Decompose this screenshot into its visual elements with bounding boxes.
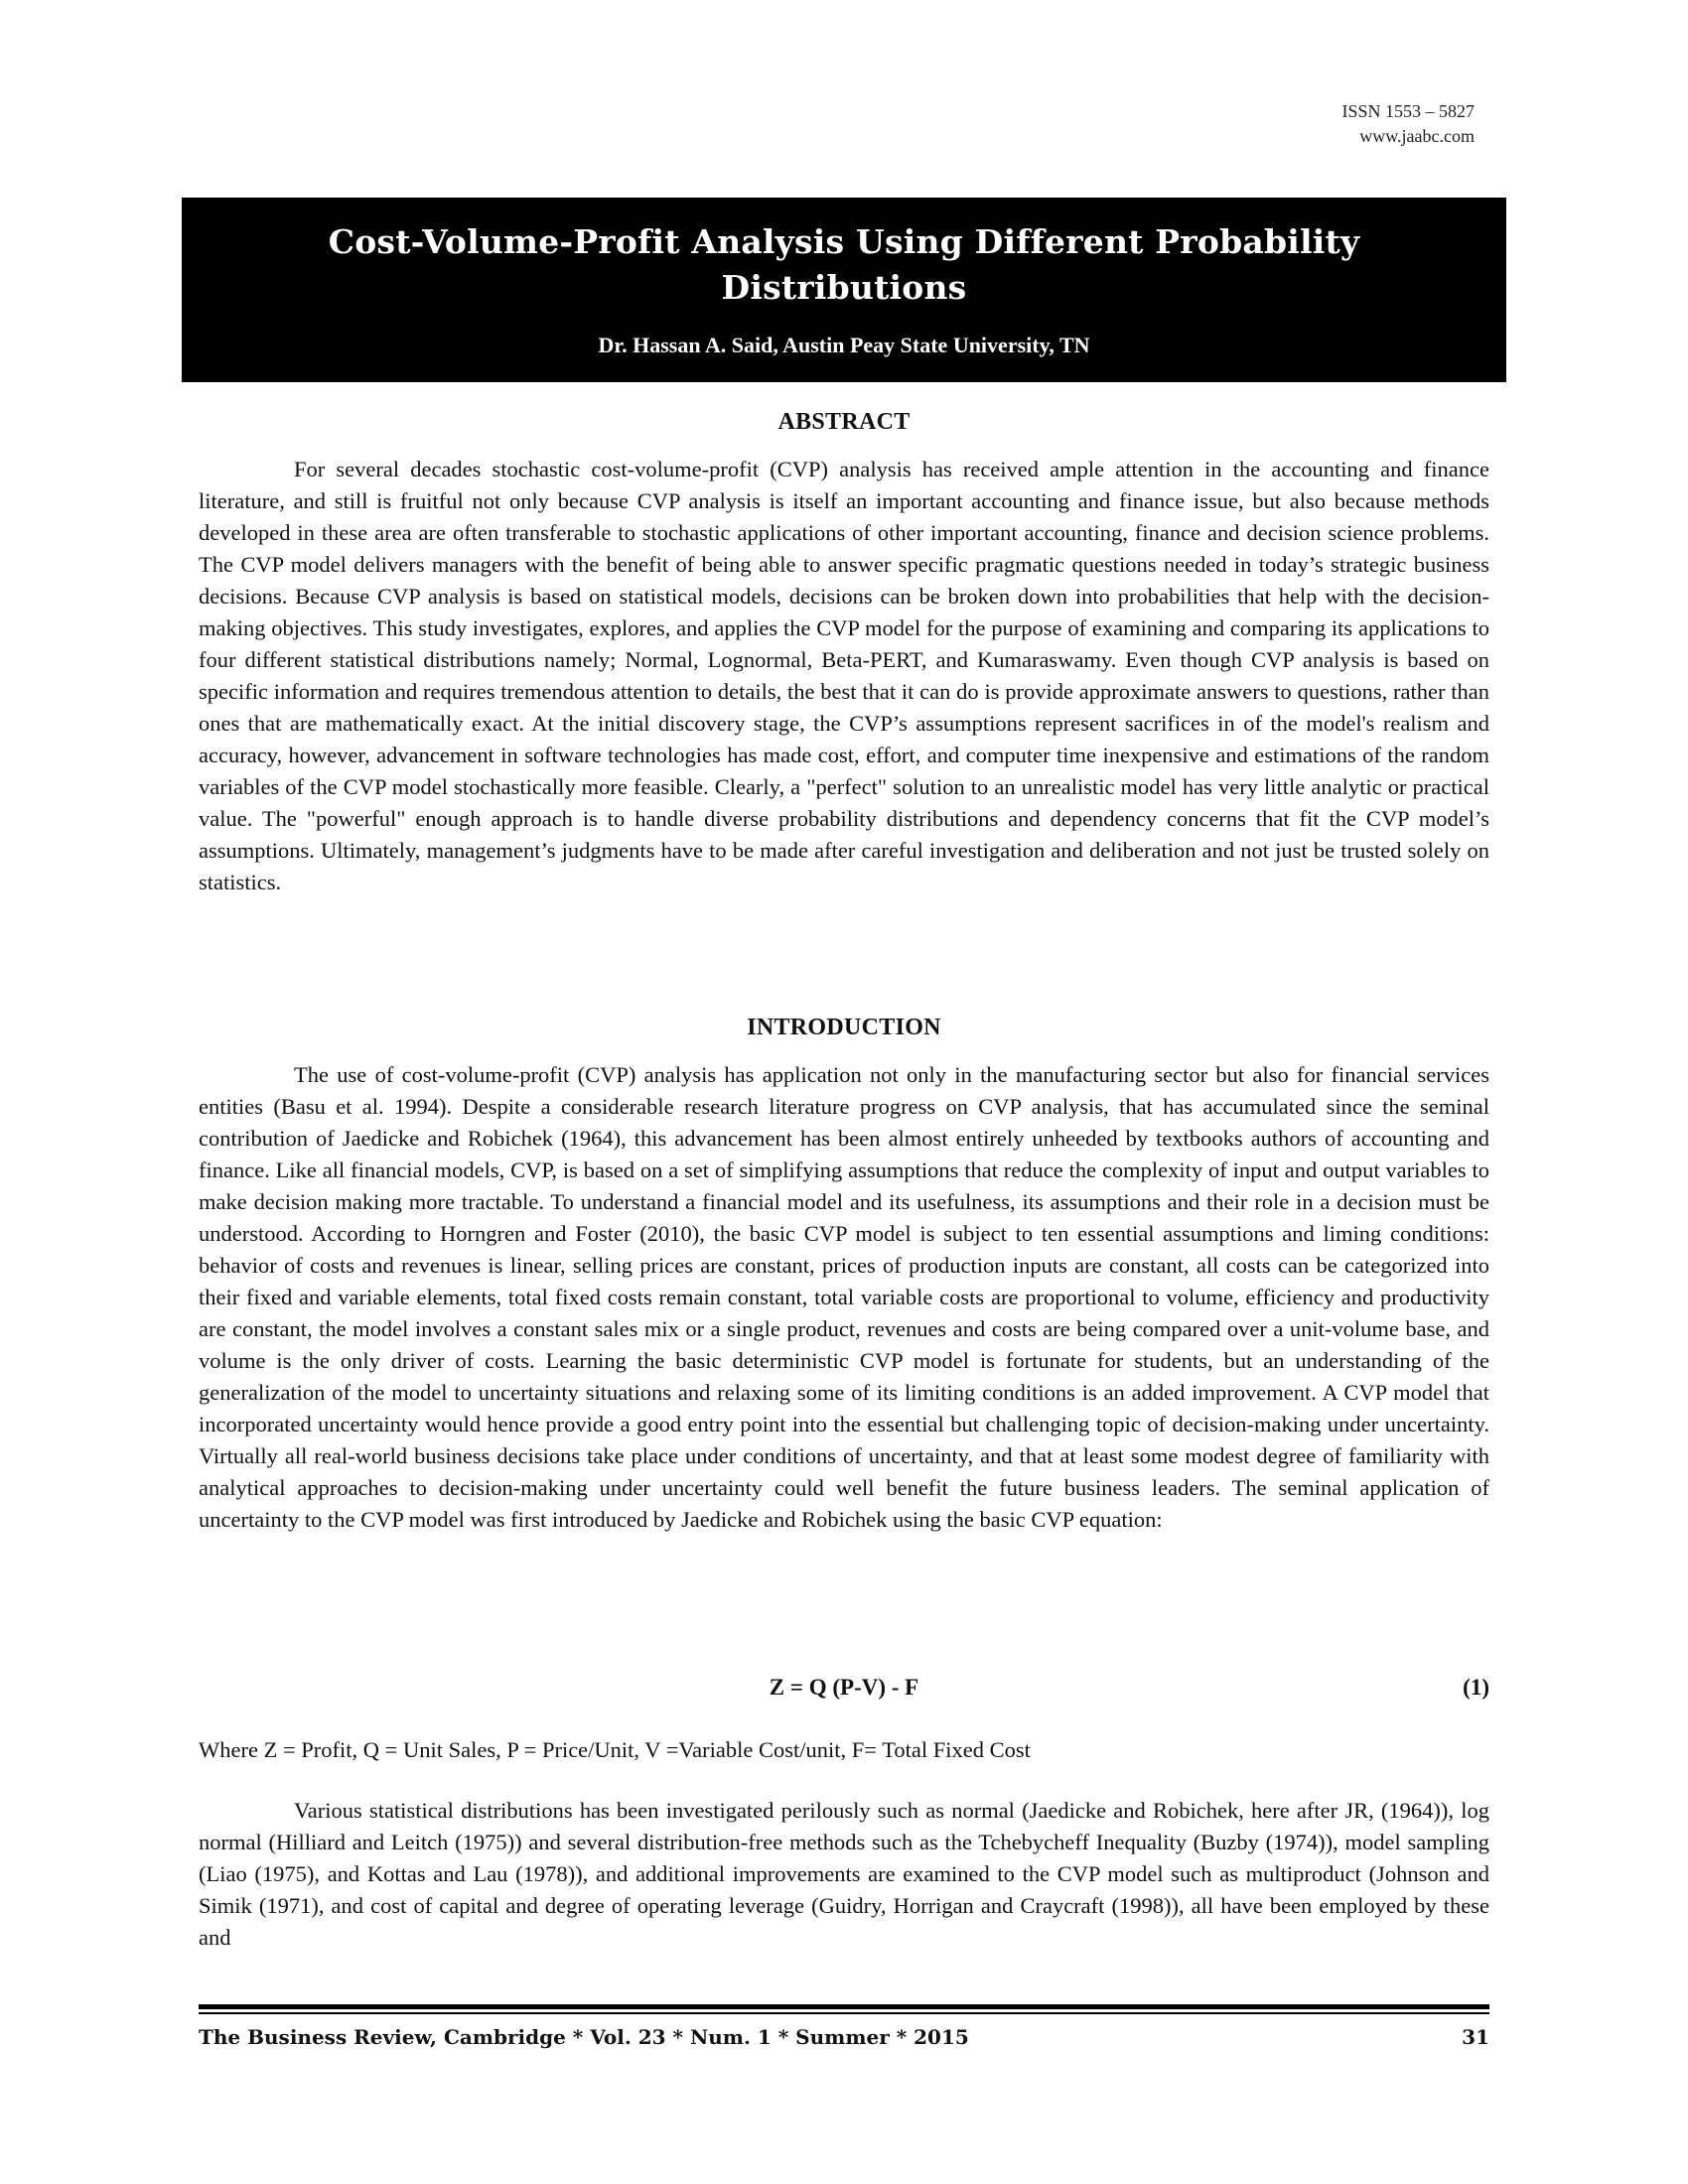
equation-definitions: Where Z = Profit, Q = Unit Sales, P = Price/Unit, V =Variable Cost/unit, F= Total Fixed Cost	[199, 1737, 1031, 1762]
author-line: Dr. Hassan A. Said, Austin Peay State University, TN	[598, 333, 1090, 357]
page-footer	[199, 2025, 1489, 2049]
introduction-heading: INTRODUCTION	[747, 1015, 941, 1040]
equation-row	[199, 1675, 1489, 1708]
journal-url: www.jaabc.com	[1359, 126, 1475, 146]
footer-journal: The Business Review, Cambridge * Vol. 23 * Num. 1 * Summer * 2015	[199, 2025, 969, 2049]
equation-number: (1)	[1463, 1675, 1489, 1700]
abstract-heading: ABSTRACT	[777, 409, 911, 435]
journal-header	[1341, 99, 1475, 149]
abstract-text: For several decades stochastic cost-volume-profit (CVP) analysis has received ample attention in the accounting and finance literature, and still is fruitful not only because CVP analysis is itself an important accounting and finance issue, but also because methods developed in these area are often transferable to stochastic applications of other important accounting, finance and decision science problems. The CVP model delivers managers with the benefit of being able to answer specific pragmatic questions needed in today’s strategic business decisions. Because CVP analysis is based on statistical models, decisions can be broken down into probabilities that help with the decision-making objectives. This study investigates, explores, and applies the CVP model for the purpose of examining and comparing its applications to four different statistical distributions namely; Normal, Lognormal, Beta-PERT, and Kumaraswamy. Even though CVP analysis is based on specific information and requires tremendous attention to details, the best that it can do is provide approximate answers to questions, rather than ones that are mathematically exact. At the initial discovery stage, the CVP’s assumptions represent sacrifices in of the model's realism and accuracy, however, advancement in software technologies has made cost, effort, and computer time inexpensive and estimations of the random variables of the CVP model stochastically more feasible. Clearly, a "perfect" solution to an unrealistic model has very little analytic or practical value. The "powerful" enough approach is to handle diverse probability distributions and dependency concerns that fit the CVP model’s assumptions. Ultimately, management’s judgments have to be made after careful investigation and deliberation and not just be trusted solely on statistics.	[199, 457, 1489, 894]
footer-rule-thin	[199, 2012, 1489, 2014]
introduction-paragraph-1: The use of cost-volume-profit (CVP) analysis has application not only in the manufacturing sector but also for financial services entities (Basu et al. 1994). Despite a considerable research literature progress on CVP analysis, that has accumulated since the seminal contribution of Jaedicke and Robichek (1964), this advancement has been almost entirely unheeded by textbooks authors of accounting and finance. Like all financial models, CVP, is based on a set of simplifying assumptions that reduce the complexity of input and output variables to make decision making more tractable. To understand a financial model and its usefulness, its assumptions and their role in a decision must be understood. According to Horngren and Foster (2010), the basic CVP model is subject to ten essential assumptions and liming conditions: behavior of costs and revenues is linear, selling prices are constant, prices of production inputs are constant, all costs can be categorized into their fixed and variable elements, total fixed costs remain constant, total variable costs are proportional to volume, efficiency and productivity are constant, the model involves a constant sales mix or a single product, revenues and costs are being compared over a unit-volume base, and volume is the only driver of costs. Learning the basic deterministic CVP model is fortunate for students, but an understanding of the generalization of the model to uncertainty situations and relaxing some of its limiting conditions is an added improvement. A CVP model that incorporated uncertainty would hence provide a good entry point into the essential but challenging topic of decision-making under uncertainty. Virtually all real-world business decisions take place under conditions of uncertainty, and that at least some modest degree of familiarity with analytical approaches to decision-making under uncertainty could well benefit the future business leaders. The seminal application of uncertainty to the CVP model was first introduced by Jaedicke and Robichek using the basic CVP equation:	[199, 1062, 1489, 1532]
title-banner	[182, 198, 1506, 382]
cvp-equation: Z = Q (P-V) - F	[769, 1675, 919, 1700]
page-number: 31	[1462, 2025, 1489, 2049]
issn-text: ISSN 1553 – 5827	[1341, 101, 1475, 121]
paper-title: Cost-Volume-Profit Analysis Using Different Probability Distributions	[328, 222, 1360, 307]
introduction-paragraph-2: Various statistical distributions has been investigated perilously such as normal (Jaedicke and Robichek, here after JR, (1964)), log normal (Hilliard and Leitch (1975)) and several distribution-free methods such as the Tchebycheff Inequality (Buzby (1974)), model sampling (Liao (1975), and Kottas and Lau (1978)), and additional improvements are examined to the CVP model such as multiproduct (Johnson and Simik (1971), and cost of capital and degree of operating leverage (Guidry, Horrigan and Craycraft (1998)), all have been employed by these and	[199, 1798, 1489, 1950]
footer-rule-thick	[199, 2004, 1489, 2009]
